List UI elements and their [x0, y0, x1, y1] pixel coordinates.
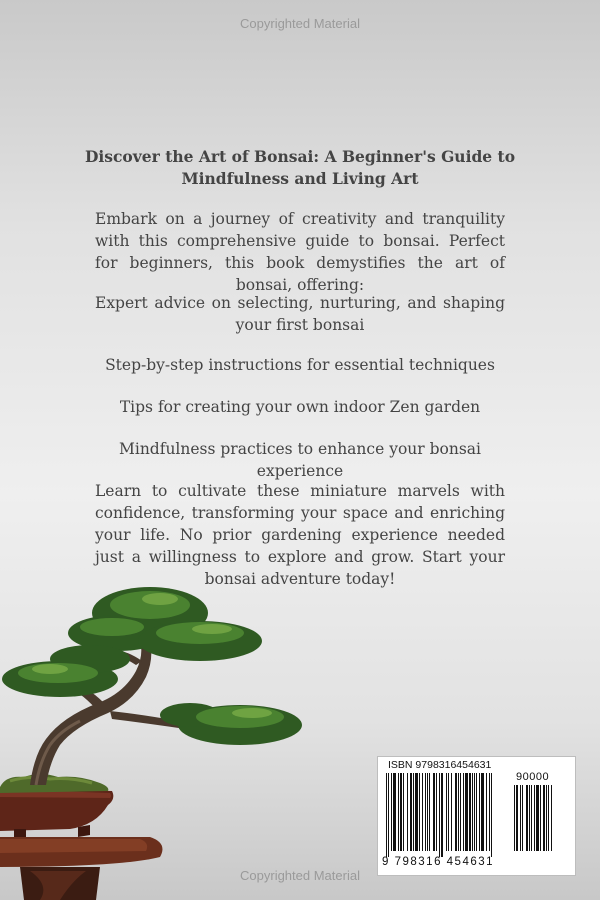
- ean-digits: 9 798316 454631: [382, 856, 495, 868]
- blurb-title-line1: Discover the Art of Bonsai: A Beginner's Guide to: [84, 147, 516, 166]
- copyright-watermark-top: Copyrighted Material: [240, 16, 360, 31]
- blurb-intro: Embark on a journey of creativity and tranquility with this comprehensive guide to bonsai. Perfect for beginners, this book demystifies the art of bonsai, offering:: [95, 210, 505, 294]
- isbn-barcode: [377, 756, 576, 876]
- blurb-point-zen-garden: Tips for creating your own indoor Zen garden: [119, 398, 481, 416]
- blurb-point-mindfulness: Mindfulness practices to enhance your bonsai experience: [118, 440, 481, 480]
- ean-barcode-bars: [386, 773, 508, 857]
- bonsai-tree-image: [0, 575, 320, 900]
- blurb-outro: Learn to cultivate these miniature marvels with confidence, transforming your space and enriching your life. No prior gardening experience needed just a willingness to explore and grow. Start your bonsai adventure today!: [95, 482, 505, 588]
- blurb-point-advice: Expert advice on selecting, nurturing, and shaping your first bonsai: [95, 294, 505, 334]
- blurb-title-line2: Mindfulness and Living Art: [181, 169, 419, 188]
- blurb-title: [60, 146, 540, 190]
- copyright-watermark-bottom: Copyrighted Material: [240, 868, 360, 883]
- addon-barcode-bars: [514, 785, 564, 857]
- barcode-price-code: 90000: [516, 771, 550, 783]
- isbn-label: ISBN 9798316454631: [388, 759, 492, 771]
- blurb-point-techniques: Step-by-step instructions for essential techniques: [105, 356, 495, 374]
